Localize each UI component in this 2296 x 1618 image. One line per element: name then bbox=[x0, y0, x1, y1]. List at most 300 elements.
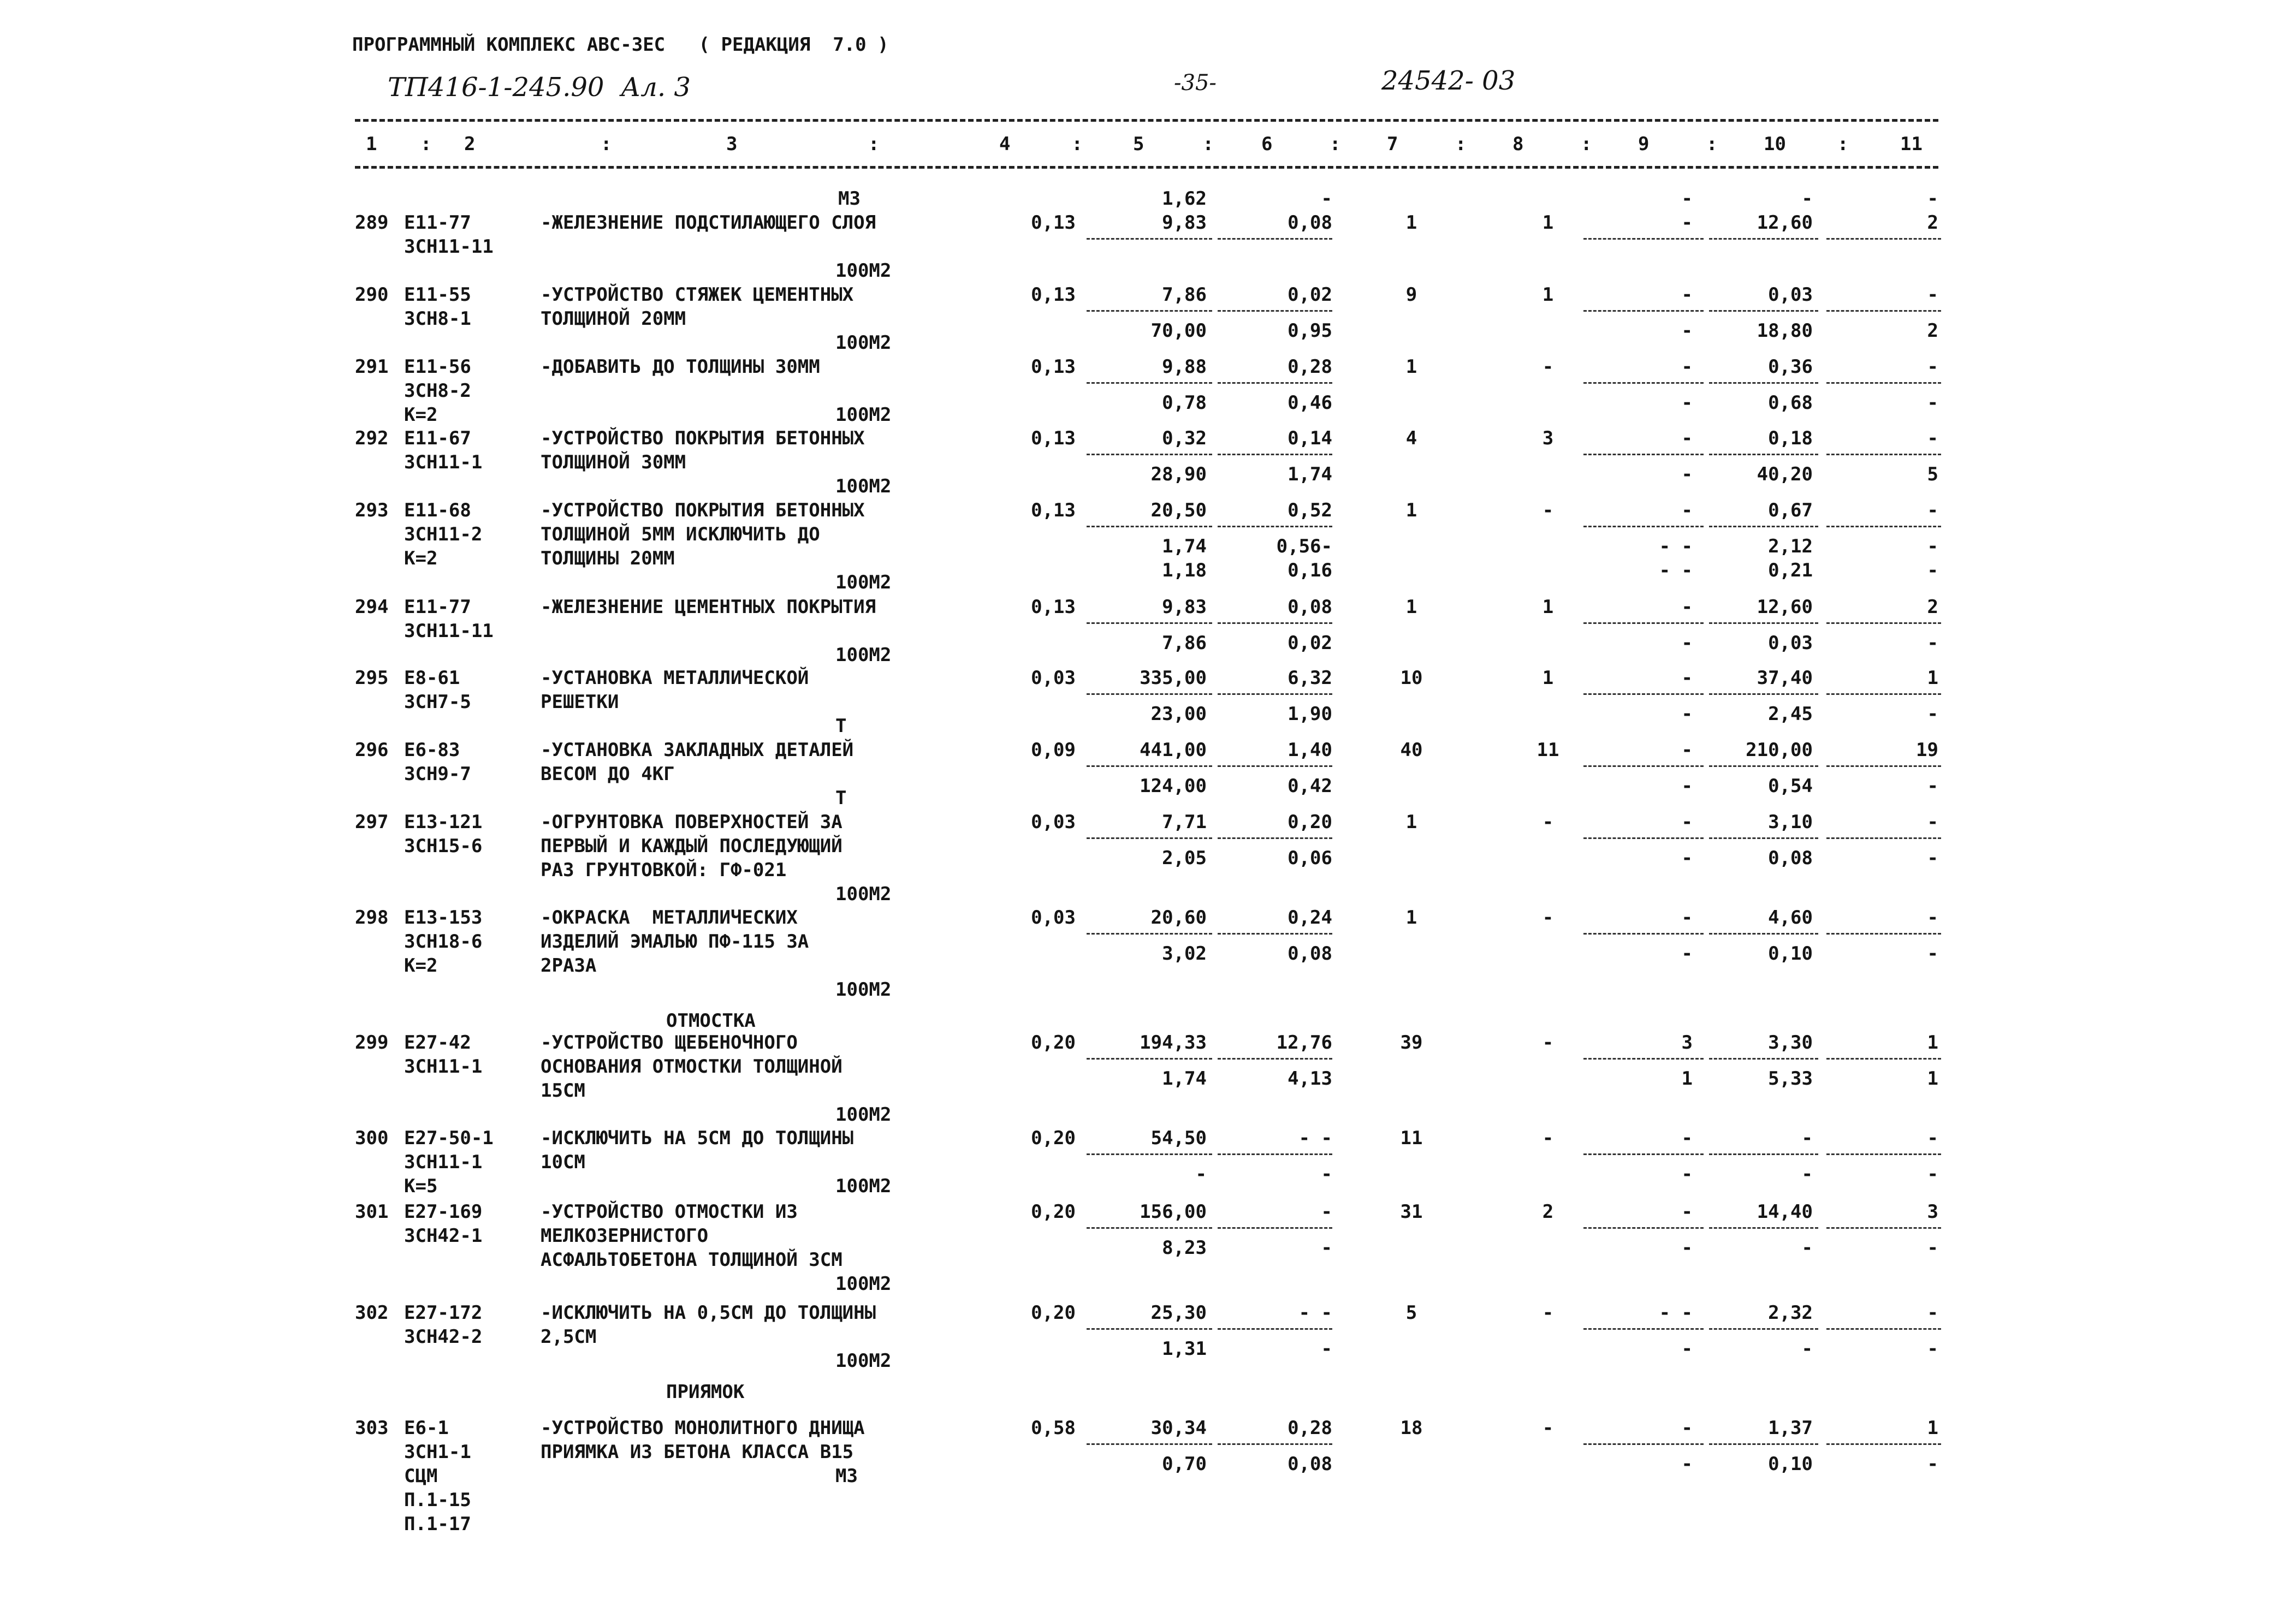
resource-code: П.1-17 bbox=[404, 1513, 471, 1535]
wage-value: 0,16 bbox=[1288, 560, 1332, 581]
col9-value: - bbox=[1681, 596, 1693, 618]
resource-code: К=2 bbox=[404, 548, 438, 569]
wage-value: - bbox=[1321, 188, 1332, 210]
col9-value: - - bbox=[1659, 536, 1693, 557]
subtotal-rule bbox=[1218, 622, 1332, 624]
subtotal-rule bbox=[1709, 837, 1818, 839]
wage-value: - bbox=[1321, 1163, 1332, 1185]
row-number: 291 bbox=[355, 356, 389, 378]
subtotal-rule bbox=[1218, 454, 1332, 455]
row-number: 295 bbox=[355, 667, 389, 689]
subtotal-rule bbox=[1709, 1058, 1818, 1060]
resource-code: Е11-77 bbox=[404, 212, 471, 234]
column-header-7: 7 bbox=[1387, 133, 1398, 155]
col11-value: - bbox=[1927, 1163, 1938, 1185]
price-value: 1,62 bbox=[1162, 188, 1207, 210]
wage-value: 0,56- bbox=[1276, 536, 1332, 557]
subtotal-rule bbox=[1826, 526, 1941, 527]
wage-value: 0,06 bbox=[1288, 847, 1332, 869]
subtotal-rule bbox=[1218, 933, 1332, 935]
quantity-value: 0,13 bbox=[1031, 212, 1076, 234]
row-number: 294 bbox=[355, 596, 389, 618]
row-number: 300 bbox=[355, 1127, 389, 1149]
quantity-value: 0,09 bbox=[1031, 739, 1076, 761]
subtotal-rule bbox=[1218, 526, 1332, 527]
col11-value: - bbox=[1927, 188, 1938, 210]
col10-value: 1,37 bbox=[1768, 1417, 1813, 1439]
col8-value: - bbox=[1542, 356, 1554, 378]
resource-code: ЗСН18-6 bbox=[404, 931, 483, 953]
subtotal-rule bbox=[1087, 765, 1212, 767]
subtotal-rule bbox=[1583, 1058, 1704, 1060]
col9-value: - bbox=[1681, 212, 1693, 234]
row-number: 292 bbox=[355, 427, 389, 449]
col9-value: - bbox=[1681, 392, 1693, 414]
price-value: 70,00 bbox=[1150, 320, 1207, 342]
resource-code: Е8-61 bbox=[404, 667, 460, 689]
subtotal-rule bbox=[1583, 526, 1704, 527]
col10-value: 0,36 bbox=[1768, 356, 1813, 378]
col9-value: - bbox=[1681, 1453, 1693, 1475]
col7-value: 1 bbox=[1405, 499, 1417, 521]
col8-value: 1 bbox=[1542, 596, 1554, 618]
col9-value: - bbox=[1681, 847, 1693, 869]
row-number: 298 bbox=[355, 907, 389, 929]
subtotal-rule bbox=[1087, 1443, 1212, 1445]
col10-value: - bbox=[1801, 188, 1813, 210]
quantity-value: 0,20 bbox=[1031, 1302, 1076, 1324]
row-number: 299 bbox=[355, 1032, 389, 1054]
work-description: ТОЛЩИНОЙ 30ММ bbox=[541, 451, 686, 473]
column-header-2: 2 bbox=[464, 133, 476, 155]
price-value: 1,18 bbox=[1162, 560, 1207, 581]
col10-value: 3,10 bbox=[1768, 811, 1813, 833]
column-divider: : bbox=[420, 133, 432, 155]
col9-value: - bbox=[1681, 811, 1693, 833]
work-description: 2,5СМ bbox=[541, 1326, 597, 1348]
price-value: 20,50 bbox=[1150, 499, 1207, 521]
col11-value: - bbox=[1927, 943, 1938, 965]
col8-value: - bbox=[1542, 907, 1554, 929]
subtotal-rule bbox=[1218, 1058, 1332, 1060]
subtotal-rule bbox=[1709, 1328, 1818, 1330]
col10-value: 0,08 bbox=[1768, 847, 1813, 869]
price-value: 0,32 bbox=[1162, 427, 1207, 449]
col11-value: - bbox=[1927, 811, 1938, 833]
wage-value: 0,24 bbox=[1288, 907, 1332, 929]
col7-value: 1 bbox=[1405, 811, 1417, 833]
subtotal-rule bbox=[1583, 622, 1704, 624]
work-description: -ИСКЛЮЧИТЬ НА 5СМ ДО ТОЛЩИНЫ bbox=[541, 1127, 854, 1149]
col7-value: 1 bbox=[1405, 356, 1417, 378]
col9-value: - - bbox=[1659, 560, 1693, 581]
subtotal-rule bbox=[1087, 1058, 1212, 1060]
work-description: ТОЛЩИНЫ 20ММ bbox=[541, 548, 675, 569]
subtotal-rule bbox=[1709, 454, 1818, 455]
col10-value: 0,68 bbox=[1768, 392, 1813, 414]
work-description: МЕЛКОЗЕРНИСТОГО bbox=[541, 1225, 709, 1247]
price-value: 9,83 bbox=[1162, 212, 1207, 234]
col9-value: - bbox=[1681, 907, 1693, 929]
resource-code: Е27-169 bbox=[404, 1201, 483, 1223]
subtotal-rule bbox=[1709, 238, 1818, 240]
column-divider: : bbox=[868, 133, 880, 155]
unit-label: 100М2 bbox=[835, 644, 892, 666]
resource-code: К=2 bbox=[404, 955, 438, 977]
column-divider: : bbox=[1202, 133, 1214, 155]
top-separator bbox=[355, 119, 1938, 122]
subtotal-rule bbox=[1583, 238, 1704, 240]
col11-value: - bbox=[1927, 1237, 1938, 1259]
col10-value: - bbox=[1801, 1237, 1813, 1259]
quantity-value: 0,20 bbox=[1031, 1127, 1076, 1149]
subtotal-rule bbox=[1709, 310, 1818, 312]
col10-value: 4,60 bbox=[1768, 907, 1813, 929]
col9-value: - bbox=[1681, 356, 1693, 378]
col9-value: - bbox=[1681, 427, 1693, 449]
resource-code: К=2 bbox=[404, 404, 438, 426]
work-description: 10СМ bbox=[541, 1151, 585, 1173]
resource-code: Е11-55 bbox=[404, 284, 471, 306]
subtotal-rule bbox=[1709, 382, 1818, 384]
price-value: 335,00 bbox=[1140, 667, 1207, 689]
doc-number: 24542- 03 bbox=[1381, 66, 1516, 96]
unit-label: 100М2 bbox=[835, 404, 892, 426]
resource-code: ЗСН15-6 bbox=[404, 835, 483, 857]
subtotal-rule bbox=[1826, 382, 1941, 384]
quantity-value: 0,03 bbox=[1031, 667, 1076, 689]
price-value: 441,00 bbox=[1140, 739, 1207, 761]
work-description: ВЕСОМ ДО 4КГ bbox=[541, 763, 675, 785]
resource-code: Е11-56 bbox=[404, 356, 471, 378]
price-value: 1,31 bbox=[1162, 1338, 1207, 1360]
subtotal-rule bbox=[1709, 1443, 1818, 1445]
col8-value: 3 bbox=[1542, 427, 1554, 449]
price-value: 3,02 bbox=[1162, 943, 1207, 965]
unit-label: Т bbox=[835, 787, 847, 809]
row-number: 297 bbox=[355, 811, 389, 833]
work-description: -ЖЕЛЕЗНЕНИЕ ЦЕМЕНТНЫХ ПОКРЫТИЯ bbox=[541, 596, 876, 618]
quantity-value: 0,13 bbox=[1031, 596, 1076, 618]
col9-value: - bbox=[1681, 463, 1693, 485]
subtotal-rule bbox=[1583, 1153, 1704, 1155]
price-value: 1,74 bbox=[1162, 536, 1207, 557]
wage-value: 12,76 bbox=[1276, 1032, 1332, 1054]
col9-value: - - bbox=[1659, 1302, 1693, 1324]
work-description: РЕШЕТКИ bbox=[541, 691, 619, 713]
work-description: 15СМ bbox=[541, 1080, 585, 1102]
price-value: 20,60 bbox=[1150, 907, 1207, 929]
col9-value: - bbox=[1681, 1237, 1693, 1259]
col9-value: - bbox=[1681, 1127, 1693, 1149]
subtotal-rule bbox=[1583, 837, 1704, 839]
col8-value: 2 bbox=[1542, 1201, 1554, 1223]
column-header-8: 8 bbox=[1512, 133, 1524, 155]
quantity-value: 0,03 bbox=[1031, 811, 1076, 833]
subtotal-rule bbox=[1583, 933, 1704, 935]
resource-code: Е6-83 bbox=[404, 739, 460, 761]
unit-label: М3 bbox=[835, 1465, 858, 1487]
col10-value: 18,80 bbox=[1757, 320, 1813, 342]
resource-code: Е13-153 bbox=[404, 907, 483, 929]
subtotal-rule bbox=[1087, 238, 1212, 240]
col7-value: 39 bbox=[1400, 1032, 1423, 1054]
resource-code: К=5 bbox=[404, 1175, 438, 1197]
resource-code: ЗСН7-5 bbox=[404, 691, 471, 713]
wage-value: - bbox=[1321, 1237, 1332, 1259]
col10-value: 12,60 bbox=[1757, 212, 1813, 234]
row-number: 302 bbox=[355, 1302, 389, 1324]
work-description: ПРИЯМКА ИЗ БЕТОНА КЛАССА В15 bbox=[541, 1441, 854, 1463]
col8-value: 1 bbox=[1542, 667, 1554, 689]
resource-code: Е13-121 bbox=[404, 811, 483, 833]
resource-code: ЗСН11-1 bbox=[404, 1151, 483, 1173]
work-description: ТОЛЩИНОЙ 5ММ ИСКЛЮЧИТЬ ДО bbox=[541, 524, 820, 545]
col9-value: - bbox=[1681, 739, 1693, 761]
resource-code: Е11-77 bbox=[404, 596, 471, 618]
column-divider: : bbox=[1455, 133, 1467, 155]
col11-value: - bbox=[1927, 356, 1938, 378]
wage-value: 0,28 bbox=[1288, 356, 1332, 378]
col7-value: 40 bbox=[1400, 739, 1423, 761]
price-value: 7,71 bbox=[1162, 811, 1207, 833]
col10-value: - bbox=[1801, 1338, 1813, 1360]
page-number: -35- bbox=[1174, 70, 1217, 96]
price-value: 124,00 bbox=[1140, 775, 1207, 797]
subtotal-rule bbox=[1826, 693, 1941, 695]
col7-value: 1 bbox=[1405, 596, 1417, 618]
column-divider: : bbox=[1837, 133, 1849, 155]
work-description: -УСТРОЙСТВО МОНОЛИТНОГО ДНИЩА bbox=[541, 1417, 865, 1439]
col11-value: - bbox=[1927, 499, 1938, 521]
resource-code: Е27-50-1 bbox=[404, 1127, 494, 1149]
resource-code: ЗСН42-2 bbox=[404, 1326, 483, 1348]
work-description: ИЗДЕЛИЙ ЭМАЛЬЮ ПФ-115 ЗА bbox=[541, 931, 809, 953]
wage-value: - bbox=[1321, 1201, 1332, 1223]
col10-value: 0,03 bbox=[1768, 632, 1813, 654]
price-value: 7,86 bbox=[1162, 632, 1207, 654]
subtotal-rule bbox=[1583, 454, 1704, 455]
col9-value: - bbox=[1681, 320, 1693, 342]
unit-label: 100М2 bbox=[835, 475, 892, 497]
subtotal-rule bbox=[1583, 693, 1704, 695]
row-number: 301 bbox=[355, 1201, 389, 1223]
column-header-1: 1 bbox=[366, 133, 377, 155]
col10-value: 14,40 bbox=[1757, 1201, 1813, 1223]
resource-code: ЗСН11-1 bbox=[404, 1056, 483, 1078]
col11-value: - bbox=[1927, 1453, 1938, 1475]
unit-label: 100М2 bbox=[835, 332, 892, 354]
wage-value: 4,13 bbox=[1288, 1068, 1332, 1090]
column-header-11: 11 bbox=[1900, 133, 1923, 155]
col7-value: 9 bbox=[1405, 284, 1417, 306]
col10-value: 40,20 bbox=[1757, 463, 1813, 485]
section-heading: ОТМОСТКА bbox=[666, 1010, 756, 1032]
unit-label: 100М2 bbox=[835, 883, 892, 905]
price-value: 8,23 bbox=[1162, 1237, 1207, 1259]
subtotal-rule bbox=[1826, 1443, 1941, 1445]
subtotal-rule bbox=[1826, 1328, 1941, 1330]
col11-value: 2 bbox=[1927, 320, 1938, 342]
price-value: 194,33 bbox=[1140, 1032, 1207, 1054]
resource-code: ЗСН8-2 bbox=[404, 380, 471, 402]
subtotal-rule bbox=[1087, 693, 1212, 695]
col10-value: 0,10 bbox=[1768, 1453, 1813, 1475]
col11-value: 1 bbox=[1927, 1417, 1938, 1439]
col9-value: - bbox=[1681, 499, 1693, 521]
col9-value: - bbox=[1681, 632, 1693, 654]
row-number: 289 bbox=[355, 212, 389, 234]
resource-code: СЦМ bbox=[404, 1465, 438, 1487]
column-divider: : bbox=[1581, 133, 1592, 155]
wage-value: 0,46 bbox=[1288, 392, 1332, 414]
col8-value: - bbox=[1542, 811, 1554, 833]
col11-value: - bbox=[1927, 427, 1938, 449]
col10-value: 0,03 bbox=[1768, 284, 1813, 306]
col11-value: - bbox=[1927, 907, 1938, 929]
price-value: 7,86 bbox=[1162, 284, 1207, 306]
subtotal-rule bbox=[1218, 238, 1332, 240]
subtotal-rule bbox=[1826, 1058, 1941, 1060]
col9-value: - bbox=[1681, 1338, 1693, 1360]
subtotal-rule bbox=[1826, 454, 1941, 455]
work-description: -УСТРОЙСТВО ПОКРЫТИЯ БЕТОННЫХ bbox=[541, 427, 865, 449]
subtotal-rule bbox=[1087, 526, 1212, 527]
quantity-value: 0,20 bbox=[1031, 1201, 1076, 1223]
resource-code: ЗСН1-1 bbox=[404, 1441, 471, 1463]
subtotal-rule bbox=[1087, 310, 1212, 312]
col9-value: - bbox=[1681, 775, 1693, 797]
unit-label: 100М2 bbox=[835, 260, 892, 282]
col7-value: 10 bbox=[1400, 667, 1423, 689]
subtotal-rule bbox=[1709, 1153, 1818, 1155]
quantity-value: 0,03 bbox=[1031, 907, 1076, 929]
wage-value: 0,28 bbox=[1288, 1417, 1332, 1439]
col11-value: 1 bbox=[1927, 1032, 1938, 1054]
wage-value: 0,20 bbox=[1288, 811, 1332, 833]
col11-value: 19 bbox=[1916, 739, 1938, 761]
work-description: АСФАЛЬТОБЕТОНА ТОЛЩИНОЙ 3СМ bbox=[541, 1249, 843, 1271]
quantity-value: 0,13 bbox=[1031, 427, 1076, 449]
col9-value: - bbox=[1681, 1417, 1693, 1439]
work-description: -ДОБАВИТЬ ДО ТОЛЩИНЫ 30ММ bbox=[541, 356, 820, 378]
col10-value: 3,30 bbox=[1768, 1032, 1813, 1054]
subtotal-rule bbox=[1218, 310, 1332, 312]
column-header-4: 4 bbox=[999, 133, 1011, 155]
wage-value: 6,32 bbox=[1288, 667, 1332, 689]
subtotal-rule bbox=[1218, 382, 1332, 384]
col11-value: 3 bbox=[1927, 1201, 1938, 1223]
column-header-9: 9 bbox=[1638, 133, 1650, 155]
subtotal-rule bbox=[1826, 1227, 1941, 1229]
work-description: -ЖЕЛЕЗНЕНИЕ ПОДСТИЛАЮЩЕГО СЛОЯ bbox=[541, 212, 876, 234]
col10-value: 2,12 bbox=[1768, 536, 1813, 557]
work-description: -УСТРОЙСТВО ПОКРЫТИЯ БЕТОННЫХ bbox=[541, 499, 865, 521]
price-value: 28,90 bbox=[1150, 463, 1207, 485]
unit-label: 100М2 bbox=[835, 1175, 892, 1197]
subtotal-rule bbox=[1826, 238, 1941, 240]
subtotal-rule bbox=[1709, 693, 1818, 695]
work-description: ОСНОВАНИЯ ОТМОСТКИ ТОЛЩИНОЙ bbox=[541, 1056, 843, 1078]
subtotal-rule bbox=[1087, 622, 1212, 624]
wage-value: 1,40 bbox=[1288, 739, 1332, 761]
subtotal-rule bbox=[1087, 1328, 1212, 1330]
col11-value: - bbox=[1927, 1127, 1938, 1149]
subtotal-rule bbox=[1826, 1153, 1941, 1155]
wage-value: 0,02 bbox=[1288, 632, 1332, 654]
subtotal-rule bbox=[1709, 933, 1818, 935]
col10-value: 2,45 bbox=[1768, 703, 1813, 725]
subtotal-rule bbox=[1709, 526, 1818, 527]
resource-code: ЗСН42-1 bbox=[404, 1225, 483, 1247]
col11-value: 1 bbox=[1927, 1068, 1938, 1090]
column-divider: : bbox=[601, 133, 612, 155]
work-description: -ОКРАСКА МЕТАЛЛИЧЕСКИХ bbox=[541, 907, 798, 929]
col10-value: - bbox=[1801, 1127, 1813, 1149]
subtotal-rule bbox=[1218, 1227, 1332, 1229]
price-value: 2,05 bbox=[1162, 847, 1207, 869]
price-value: 156,00 bbox=[1140, 1201, 1207, 1223]
price-value: 0,78 bbox=[1162, 392, 1207, 414]
price-value: 25,30 bbox=[1150, 1302, 1207, 1324]
subtotal-rule bbox=[1087, 837, 1212, 839]
subtotal-rule bbox=[1087, 1227, 1212, 1229]
wage-value: - - bbox=[1298, 1127, 1332, 1149]
resource-code: ЗСН8-1 bbox=[404, 308, 471, 330]
wage-value: - bbox=[1321, 1338, 1332, 1360]
col9-value: - bbox=[1681, 1163, 1693, 1185]
wage-value: 0,52 bbox=[1288, 499, 1332, 521]
col7-value: 31 bbox=[1400, 1201, 1423, 1223]
col9-value: 1 bbox=[1681, 1068, 1693, 1090]
resource-code: Е11-67 bbox=[404, 427, 471, 449]
col11-value: - bbox=[1927, 703, 1938, 725]
col11-value: - bbox=[1927, 1338, 1938, 1360]
row-number: 296 bbox=[355, 739, 389, 761]
resource-code: Е27-172 bbox=[404, 1302, 483, 1324]
col8-value: 1 bbox=[1542, 284, 1554, 306]
resource-code: ЗСН11-11 bbox=[404, 236, 494, 258]
wage-value: 0,14 bbox=[1288, 427, 1332, 449]
quantity-value: 0,13 bbox=[1031, 284, 1076, 306]
col7-value: 1 bbox=[1405, 907, 1417, 929]
col8-value: - bbox=[1542, 1127, 1554, 1149]
subtotal-rule bbox=[1583, 765, 1704, 767]
wage-value: - - bbox=[1298, 1302, 1332, 1324]
row-number: 290 bbox=[355, 284, 389, 306]
quantity-value: 0,13 bbox=[1031, 356, 1076, 378]
unit-label: 100М2 bbox=[835, 1350, 892, 1372]
resource-code: Е6-1 bbox=[404, 1417, 449, 1439]
col10-value: 0,54 bbox=[1768, 775, 1813, 797]
col7-value: 4 bbox=[1405, 427, 1417, 449]
col11-value: - bbox=[1927, 560, 1938, 581]
subtotal-rule bbox=[1583, 310, 1704, 312]
wage-value: 0,95 bbox=[1288, 320, 1332, 342]
wage-value: 0,08 bbox=[1288, 596, 1332, 618]
subtotal-rule bbox=[1709, 1227, 1818, 1229]
unit-label: 100М2 bbox=[835, 1273, 892, 1295]
subtotal-rule bbox=[1583, 1328, 1704, 1330]
resource-code: ЗСН11-2 bbox=[404, 524, 483, 545]
wage-value: 0,42 bbox=[1288, 775, 1332, 797]
subtotal-rule bbox=[1087, 1153, 1212, 1155]
col11-value: - bbox=[1927, 284, 1938, 306]
col11-value: 2 bbox=[1927, 596, 1938, 618]
price-value: 30,34 bbox=[1150, 1417, 1207, 1439]
column-divider: : bbox=[1706, 133, 1718, 155]
col11-value: 2 bbox=[1927, 212, 1938, 234]
